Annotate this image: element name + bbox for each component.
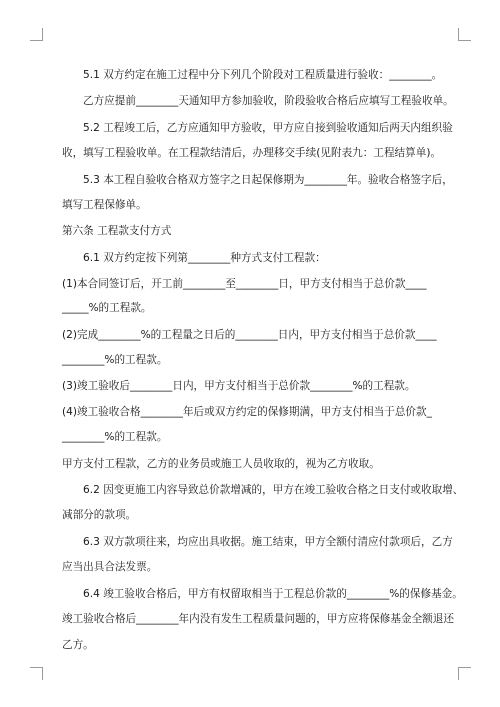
- clause-5-2-line1: 5.2 工程竣工后，乙方应通知甲方验收，甲方应自接到验收通知后两天内组织验: [83, 122, 453, 134]
- clause-6-3-line2: 应当出具合法发票。: [62, 561, 158, 573]
- clause-5-3-line2: 填写工程保修单。: [62, 199, 147, 211]
- clause-5-2-line2: 收，填写工程验收单。在工程款结清后，办理移交手续(见附表九：工程结算单)。: [62, 147, 442, 159]
- article-6-heading: 第六条 工程款支付方式: [62, 225, 172, 237]
- clause-6-2-line1: 6.2 因变更施工内容导致总价款增减的，甲方在竣工验收合格之日支付或收取增、: [83, 484, 464, 496]
- clause-6-1: 6.1 双方约定按下列第________种方式支付工程款：: [83, 252, 326, 264]
- option-2-line2: ________%的工程款。: [62, 354, 168, 366]
- option-3: (3)竣工验收后________日内，甲方支付相当于总价款________%的工程款。: [62, 380, 416, 392]
- clause-5-1: 5.1 双方约定在施工过程中分下列几个阶段对工程质量进行验收：________。: [83, 69, 443, 81]
- crop-mark-top-right: [458, 28, 471, 41]
- clause-5-1-notice: 乙方应提前________天通知甲方参加验收，阶段验收合格后应填写工程验收单。: [83, 95, 454, 107]
- option-4-line1: (4)竣工验收合格________年后或双方约定的保修期满，甲方支付相当于总价款_: [62, 406, 432, 418]
- payment-receipt-note: 甲方支付工程款，乙方的业务员或施工人员收取的，视为乙方收取。: [62, 458, 380, 470]
- option-1-line1: (1)本合同签订后，开工前________至________日，甲方支付相当于总价款____: [62, 278, 427, 290]
- option-1-line2: _____%的工程款。: [62, 302, 152, 314]
- option-2-line1: (2)完成________%的工程量之日后的________日内，甲方支付相当于总价款____: [62, 329, 437, 341]
- crop-mark-bottom-right: [458, 667, 471, 680]
- clause-5-3-line1: 5.3 本工程自验收合格双方签字之日起保修期为________年。验收合格签字后，: [83, 174, 453, 186]
- clause-6-4-line3: 乙方。: [62, 639, 94, 651]
- clause-6-3-line1: 6.3 双方款项往来，均应出具收据。施工结束，甲方全额付清应付款项后，乙方: [83, 536, 453, 548]
- clause-6-2-line2: 减部分的款项。: [62, 509, 137, 521]
- crop-mark-top-left: [30, 28, 43, 41]
- clause-6-4-line2: 竣工验收合格后________年内没有发生工程质量问题的，甲方应将保修基金全额退还: [62, 613, 454, 625]
- clause-6-4-line1: 6.4 竣工验收合格后，甲方有权留取相当于工程总价款的________%的保修基金。: [83, 588, 463, 600]
- option-4-line2: ________%的工程款。: [62, 431, 168, 443]
- crop-mark-bottom-left: [30, 667, 43, 680]
